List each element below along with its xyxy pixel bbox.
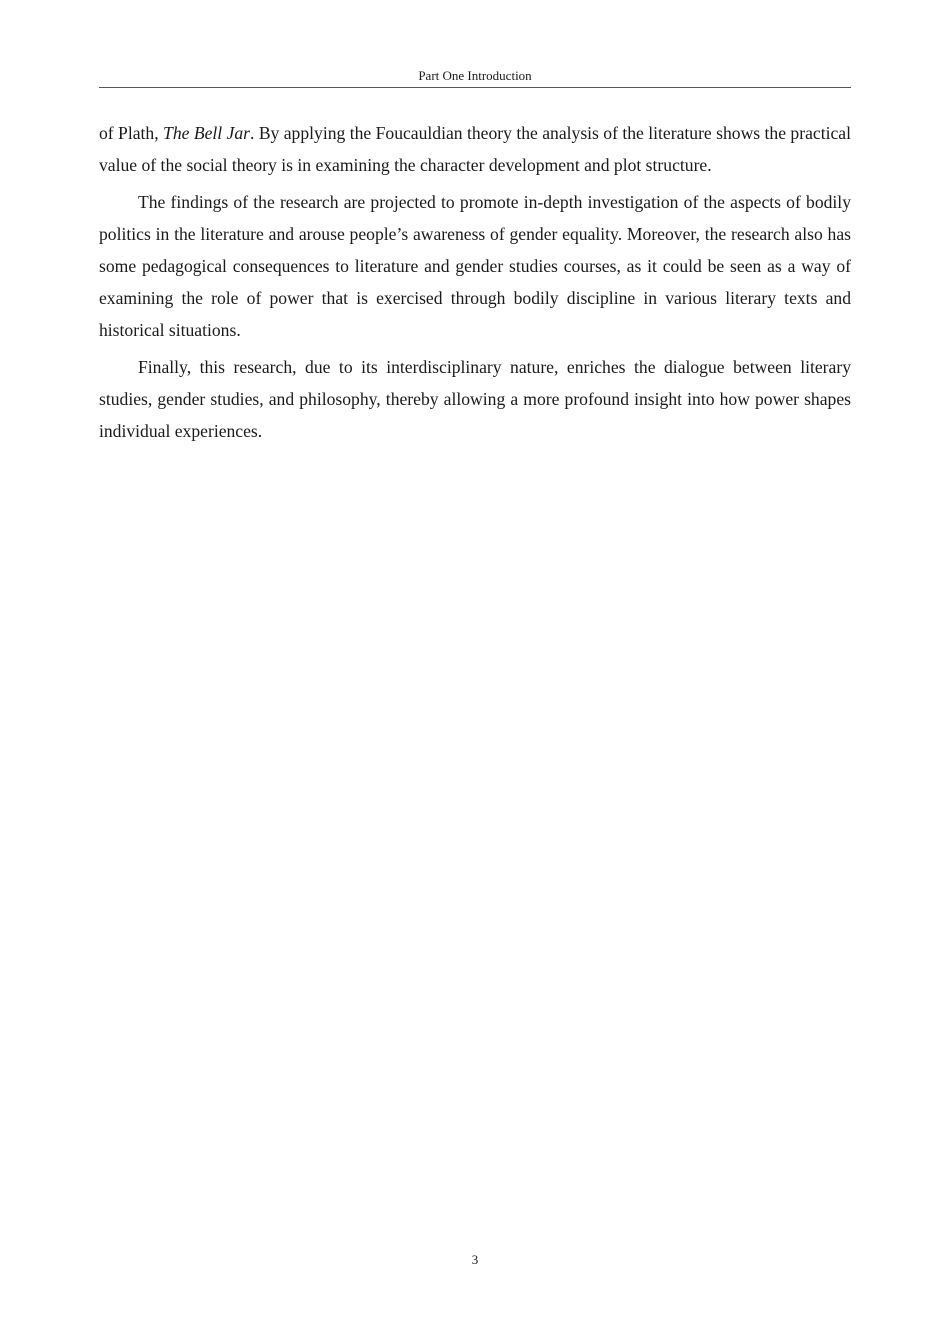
paragraph-continuation	[99, 117, 851, 181]
paragraph-text-start: of Plath,	[99, 123, 164, 143]
paragraph-text-end: . By applying the Foucauldian theory the analysis of the literature shows the practical value of the social theory is in examining the character development and plot structure.	[99, 123, 851, 175]
running-header: Part One Introduction	[418, 68, 532, 83]
page-number: 3	[471, 1252, 479, 1267]
header-divider	[99, 87, 851, 88]
body-text	[99, 117, 851, 452]
paragraph-findings: The findings of the research are projected to promote in-depth investigation of the aspects of bodily politics in the literature and arouse people’s awareness of gender equality. Moreover, the research also has some pedagogical consequences to literature and gender studies courses, as it could be seen as a way of examining the role of power that is exercised through bodily discipline in various literary texts and historical situations.	[99, 192, 851, 340]
book-title: The Bell Jar	[163, 123, 251, 143]
paragraph-conclusion: Finally, this research, due to its interdisciplinary nature, enriches the dialogue between literary studies, gender studies, and philosophy, thereby allowing a more profound insight into how power shapes individual experiences.	[99, 357, 851, 441]
